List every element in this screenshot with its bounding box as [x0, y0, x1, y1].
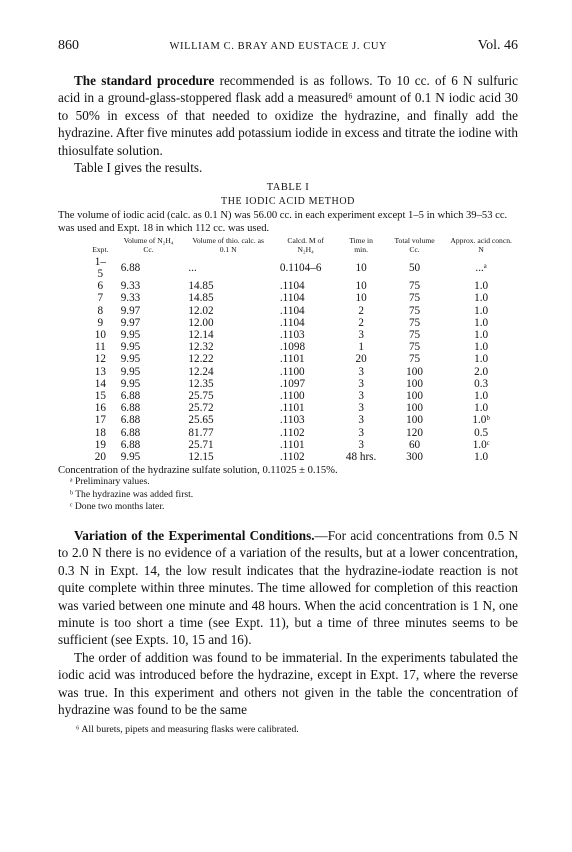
- table-cell: 10: [355, 280, 367, 293]
- variation-heading: Variation of the Experimental Conditions.: [74, 527, 315, 543]
- table-cell: 9: [97, 316, 104, 329]
- table-cell: 100: [406, 414, 423, 427]
- table-cell: .1104: [279, 316, 305, 329]
- table-cell: 14.85: [188, 280, 214, 293]
- table-cell: 1.0: [474, 292, 489, 305]
- table-cell: 10: [94, 329, 106, 342]
- table-cell: 100: [406, 365, 423, 378]
- table-cell: 81.77: [188, 426, 214, 439]
- table-cell: 12.14: [188, 329, 214, 342]
- table-cell: 9.95: [120, 353, 141, 366]
- table-row: [86, 366, 518, 378]
- table-row: [86, 329, 518, 341]
- table-cell: 3: [358, 329, 364, 342]
- table-cell: 75: [408, 280, 421, 293]
- table-cell: .1104: [279, 304, 305, 317]
- table-cell: 20: [355, 353, 367, 366]
- table-cell: 120: [406, 426, 423, 439]
- table-row: [86, 280, 518, 292]
- table-cell: 9.95: [120, 341, 141, 354]
- table-cell: 8: [97, 304, 104, 317]
- table-cell: .1104: [279, 280, 305, 293]
- table-cell: 1.0: [474, 353, 489, 366]
- table-cell: 12.35: [188, 377, 214, 390]
- table-cell: 11: [94, 341, 106, 354]
- table-cell: 12.15: [188, 451, 214, 464]
- table-cell: 1.0: [474, 341, 489, 354]
- table-body: [86, 256, 518, 463]
- table-cell: 6.88: [120, 402, 141, 415]
- table-row: [86, 305, 518, 317]
- table-row: [86, 292, 518, 304]
- table-footnote-c: ᶜ Done two months later.: [70, 500, 165, 512]
- table-cell: 25.75: [188, 390, 214, 403]
- table-cell: 1.0ᵇ: [472, 414, 490, 427]
- table-cell: 9.97: [120, 316, 141, 329]
- table-title: TABLE I: [266, 182, 310, 194]
- table-cell: 12.32: [188, 341, 214, 354]
- table-cell: 1.0: [474, 316, 489, 329]
- table-cell: 3: [358, 426, 364, 439]
- intro-paragraph: [58, 72, 518, 159]
- table-cell: 75: [408, 304, 421, 317]
- header-total-volume: Total volume Cc.: [394, 236, 435, 254]
- table-cell: 300: [406, 451, 423, 464]
- table-row: [86, 390, 518, 402]
- table-cell: 100: [406, 377, 423, 390]
- table-cell: 7: [97, 292, 104, 305]
- table-cell: .1102: [279, 426, 305, 439]
- header-expt: Expt.: [92, 244, 109, 254]
- table-cell: 1.0: [474, 280, 489, 293]
- table-cell: 2: [358, 316, 364, 329]
- table-cell: 12.02: [188, 304, 214, 317]
- table-cell: 25.71: [188, 438, 214, 451]
- table-cell: 10: [355, 261, 367, 274]
- table-cell: 15: [94, 390, 106, 403]
- page-number: 860: [58, 38, 79, 53]
- table-cell: 25.65: [188, 414, 214, 427]
- table-cell: .1102: [279, 451, 305, 464]
- table-cell: 3: [358, 402, 364, 415]
- table-cell: .1104: [279, 292, 305, 305]
- table-cell: .1103: [279, 414, 305, 427]
- table-cell: 12.00: [188, 316, 214, 329]
- table-header-row: [86, 237, 518, 255]
- table-cell: .1101: [279, 402, 305, 415]
- table-cell: 9.95: [120, 365, 141, 378]
- table-cell: .1100: [279, 365, 305, 378]
- table-row: [86, 414, 518, 426]
- table-cell: .1101: [279, 353, 305, 366]
- table-cell: 100: [406, 390, 423, 403]
- table-row: [86, 439, 518, 451]
- table-cell: 9.95: [120, 451, 141, 464]
- table-cell: 19: [94, 438, 106, 451]
- table-row: [86, 378, 518, 390]
- volume-number: Vol. 46: [477, 38, 518, 53]
- table-cell: 75: [408, 292, 421, 305]
- table-cell: 6.88: [120, 426, 141, 439]
- table-cell: .1097: [279, 377, 306, 390]
- header-acid-conc: Approx. acid concn. N: [450, 236, 512, 254]
- table-cell: 14.85: [188, 292, 214, 305]
- variation-text: —For acid concentrations from 0.5 N to 2.0 N there is no evidence of a variation of the results, but at a lower concentration, 0.3 N in Expt. 14, the low result indicates that the hydrazine-iodate reaction is not quite complete within three minutes. The time allowed for completion of this reaction was varied between one minute and 48 hours. When the acid concentration is 1 N, one minute is too short a time (see Expt. 11), but a time of three minutes seems to be sufficient (see Expts. 10, 15 and 16).: [58, 527, 519, 648]
- table-cell: 3: [358, 414, 364, 427]
- table-cell: 6.88: [120, 438, 141, 451]
- header-calcd-m: Calcd. M of N₂H₄: [287, 236, 324, 254]
- table-reference: Table I gives the results.: [74, 160, 203, 176]
- concentration-note: Concentration of the hydrazine sulfate solution, 0.11025 ± 0.15%.: [58, 465, 338, 477]
- table-cell: 1.0: [474, 390, 489, 403]
- table-cell: 10: [355, 292, 367, 305]
- table-cell: 12.22: [188, 353, 214, 366]
- table-cell: 48 hrs.: [345, 451, 377, 464]
- table-header: [86, 237, 518, 255]
- table-cell: 100: [406, 402, 423, 415]
- author-line: WILLIAM C. BRAY AND EUSTACE J. CUY: [169, 41, 388, 52]
- table-cell: 2.0: [474, 365, 489, 378]
- table-cell: 1: [358, 341, 364, 354]
- intro-heading: The standard procedure: [74, 73, 215, 88]
- table-subtitle: THE IODIC ACID METHOD: [221, 196, 355, 208]
- table-cell: 17: [94, 414, 106, 427]
- table-cell: 75: [408, 316, 421, 329]
- table-cell: 0.5: [474, 426, 489, 439]
- table-footnote-a: ᵃ Preliminary values.: [70, 476, 150, 488]
- table-cell: 1.0: [474, 402, 489, 415]
- table-cell: 1.0: [474, 451, 489, 464]
- table-cell: 75: [408, 329, 421, 342]
- table-cell: 1.0ᶜ: [472, 438, 490, 451]
- table-cell: 13: [94, 365, 106, 378]
- table-footnote-b: ᵇ The hydrazine was added first.: [70, 488, 194, 500]
- table-cell: 3: [358, 390, 364, 403]
- table-row: [86, 451, 518, 463]
- header-time: Time in min.: [349, 236, 373, 254]
- table-cell: 14: [94, 377, 106, 390]
- table-row: [86, 341, 518, 353]
- table-cell: 60: [408, 438, 421, 451]
- table-cell: 16: [94, 402, 106, 415]
- running-head: [58, 38, 518, 54]
- table-cell: 6.88: [120, 261, 141, 274]
- footnote-6: ⁶ All burets, pipets and measuring flasks were calibrated.: [76, 724, 299, 736]
- table-cell: 3: [358, 438, 364, 451]
- table-cell: 1–5: [94, 255, 106, 281]
- table-cell: ...: [188, 261, 197, 274]
- header-volume-n2h4: Volume of N₂H₄ Cc.: [123, 236, 174, 254]
- results-table: [86, 237, 518, 463]
- table-cell: 1.0: [474, 304, 489, 317]
- table-cell: .1101: [279, 438, 305, 451]
- table-row: [86, 256, 518, 280]
- table-cell: .1103: [279, 329, 305, 342]
- table-cell: 9.33: [120, 292, 141, 305]
- header-volume-thio: Volume of thio. calc. as 0.1 N: [192, 236, 264, 254]
- table-cell: 1.0: [474, 329, 489, 342]
- table-note: The volume of iodic acid (calc. as 0.1 N) was 56.00 cc. in each experiment except 1–5 in which 39–53 cc. was used and Expt. 18 in which 112 cc. was used.: [58, 210, 508, 234]
- table-cell: 0.1104–6: [279, 261, 322, 274]
- table-cell: 50: [408, 261, 421, 274]
- table-cell: ...ᵃ: [475, 261, 487, 274]
- table-cell: 2: [358, 304, 364, 317]
- table-cell: 0.3: [474, 377, 489, 390]
- table-cell: 9.95: [120, 329, 141, 342]
- table-row: [86, 317, 518, 329]
- table-cell: 9.33: [120, 280, 141, 293]
- table-cell: 25.72: [188, 402, 214, 415]
- table-cell: .1098: [279, 341, 306, 354]
- intro-text: recommended is as follows. To 10 cc. of 6 N sulfuric acid in a ground-glass-stoppered flask add a measured⁶ amount of 0.1 N iodic acid 30 to 50% in excess of that needed to oxidize the hydrazine, and finally add the hydrazine. After five minutes add potassium iodide in excess and titrate the iodine with thiosulfate solution.: [58, 73, 519, 158]
- table-row: [86, 427, 518, 439]
- table-cell: 18: [94, 426, 106, 439]
- table-row: [86, 353, 518, 365]
- variation-paragraph: [58, 527, 518, 649]
- table-cell: 12: [94, 353, 106, 366]
- table-cell: 12.24: [188, 365, 214, 378]
- table-cell: 9.97: [120, 304, 141, 317]
- table-cell: 9.95: [120, 377, 141, 390]
- table-cell: 20: [94, 451, 106, 464]
- table-cell: 75: [408, 341, 421, 354]
- table-cell: 3: [358, 377, 364, 390]
- table-cell: 6.88: [120, 390, 141, 403]
- order-paragraph: The order of addition was found to be immaterial. In the experiments tabulated the iodic acid was introduced before the hydrazine, except in Expt. 17, where the reverse was true. In this experiment and others not given in the table the concentration of hydrazine was found to be the same: [58, 649, 518, 717]
- table-cell: 75: [408, 353, 421, 366]
- table-cell: .1100: [279, 390, 305, 403]
- table-cell: 3: [358, 365, 364, 378]
- table-row: [86, 402, 518, 414]
- table-cell: 6: [97, 280, 104, 293]
- table-cell: 6.88: [120, 414, 141, 427]
